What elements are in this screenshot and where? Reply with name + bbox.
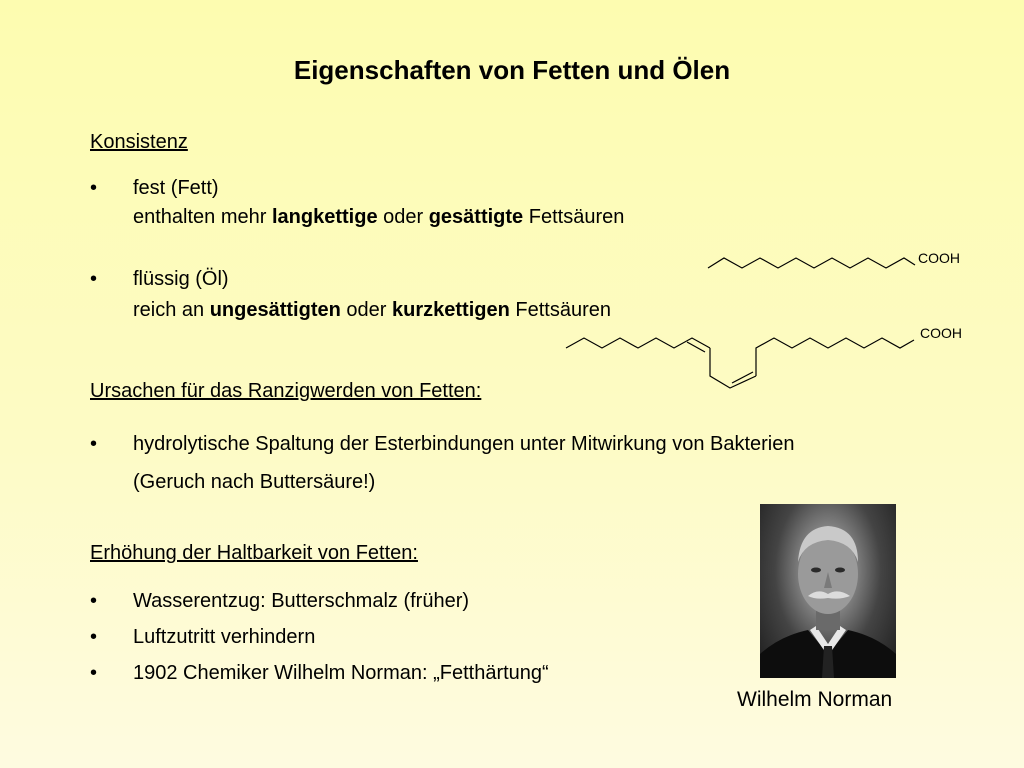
fest-desc-suffix: Fettsäuren [523, 206, 625, 228]
bullet-4: • [90, 590, 98, 612]
bullet-5: • [90, 626, 98, 648]
portrait-photo [760, 504, 896, 678]
fetthaertung-text: 1902 Chemiker Wilhelm Norman: „Fetthärtung“ [133, 662, 549, 684]
fest-desc-mid: oder [377, 206, 429, 228]
bullet-6: • [90, 662, 98, 684]
fluessig-desc-bold-2: kurzkettigen [392, 299, 510, 321]
fest-description [133, 206, 624, 229]
luftzutritt-text: Luftzutritt verhindern [133, 626, 316, 648]
bullet-1: • [90, 177, 98, 199]
bullet-3: • [90, 433, 98, 455]
fluessig-desc-suffix: Fettsäuren [509, 299, 611, 321]
page-title: Eigenschaften von Fetten und Ölen [293, 55, 731, 85]
wasserentzug-text: Wasserentzug: Butterschmalz (früher) [133, 590, 470, 612]
unsaturated-chain-right [756, 338, 914, 376]
saturated-fatty-acid-formula [700, 240, 990, 280]
fluessig-desc-mid: oder [340, 299, 392, 321]
cooh-group-1: COOH [918, 250, 960, 266]
ranzig-heading: Ursachen für das Ranzigwerden von Fetten: [90, 380, 482, 402]
fest-desc-prefix: enthalten mehr [133, 206, 272, 228]
fluessig-description [133, 299, 611, 322]
buttersaeure-note: (Geruch nach Buttersäure!) [133, 471, 376, 493]
fest-desc-bold-1: langkettige [271, 206, 378, 228]
cooh-group-2: COOH [920, 325, 962, 341]
konsistenz-heading: Konsistenz [90, 131, 188, 153]
hydrolyse-text: hydrolytische Spaltung der Esterbindungen unter Mitwirkung von Bakterien [133, 433, 795, 455]
portrait-illustration [760, 504, 896, 678]
fluessig-desc-bold-1: ungesättigten [209, 299, 341, 321]
double-bond-2 [732, 372, 753, 383]
fluessig-desc-prefix: reich an [133, 299, 210, 321]
unsaturated-fatty-acid-formula [556, 320, 986, 395]
fest-desc-bold-2: gesättigte [428, 206, 524, 228]
bullet-2: • [90, 268, 98, 290]
haltbarkeit-heading: Erhöhung der Haltbarkeit von Fetten: [90, 542, 418, 564]
saturated-chain [708, 258, 915, 268]
fluessig-label: flüssig (Öl) [133, 268, 229, 290]
fest-label: fest (Fett) [133, 177, 219, 199]
portrait-caption: Wilhelm Norman [737, 688, 893, 711]
